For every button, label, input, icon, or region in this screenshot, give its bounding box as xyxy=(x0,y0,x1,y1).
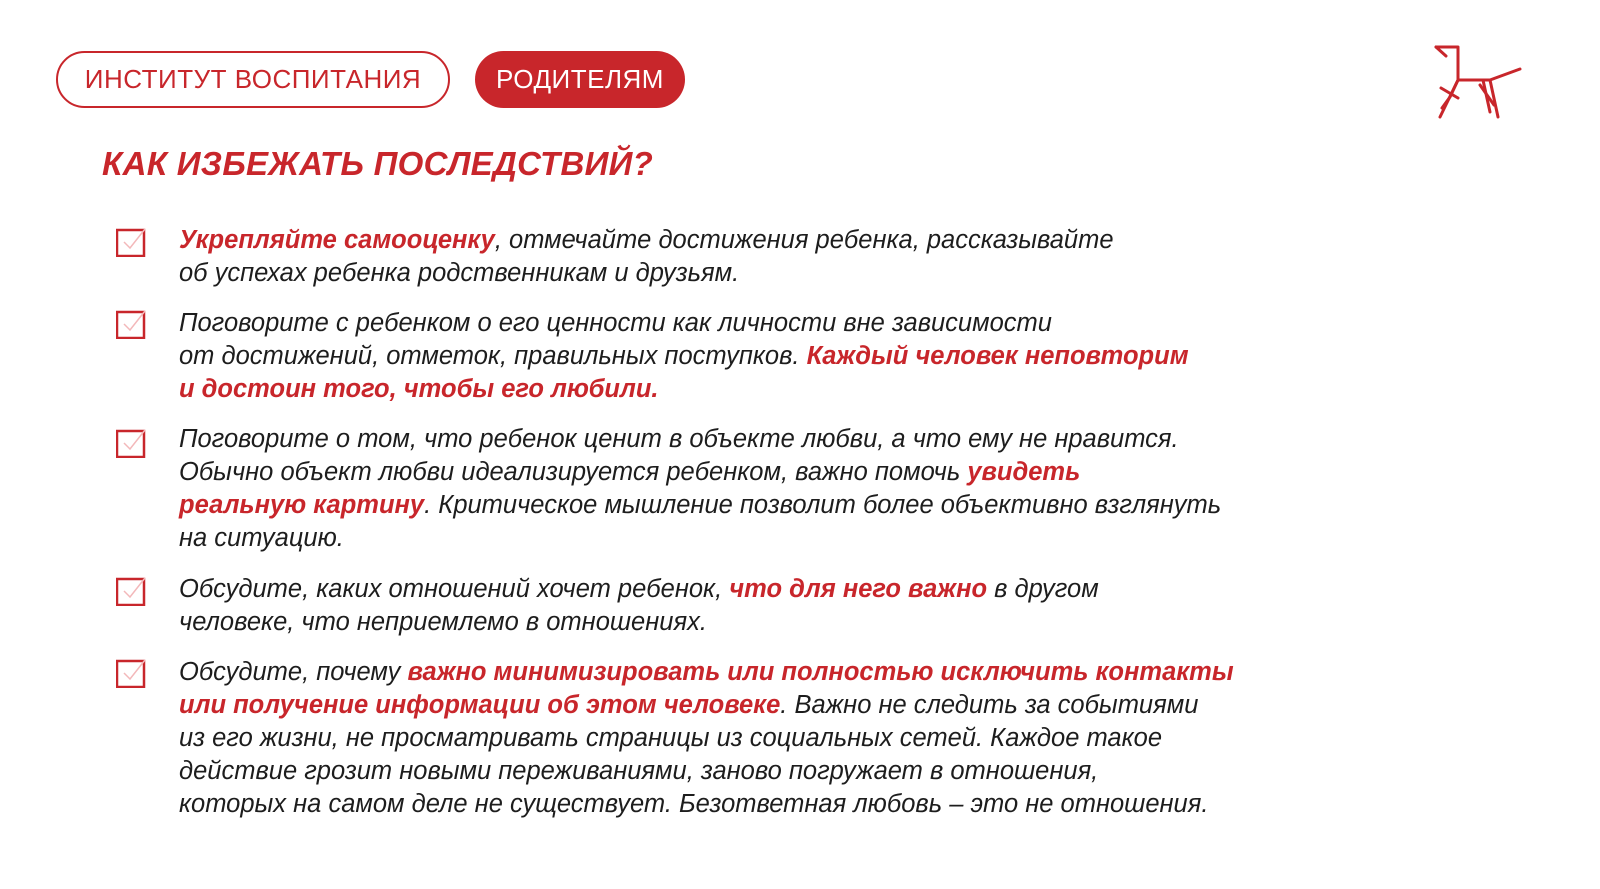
list-item-text xyxy=(179,656,1379,821)
text-span: Обсудите, почему xyxy=(179,658,408,686)
list-item-text xyxy=(179,224,1379,290)
text-span: человеке, что неприемлемо в отношениях. xyxy=(179,608,707,636)
checkbox-checked-icon xyxy=(116,309,146,339)
text-span: . Важно не следить за событиями xyxy=(780,691,1199,719)
highlight: важно минимизировать или полностью исключить контакты xyxy=(407,658,1234,686)
highlight: или получение информации об этом человеке xyxy=(179,691,781,719)
checkbox-checked-icon xyxy=(116,576,146,606)
list-item-text xyxy=(179,307,1379,406)
page-title: КАК ИЗБЕЖАТЬ ПОСЛЕДСТВИЙ? xyxy=(102,145,654,182)
list-item-text xyxy=(179,573,1379,639)
institute-badge-label: ИНСТИТУТ ВОСПИТАНИЯ xyxy=(84,64,422,94)
text-span: , отмечайте достижения ребенка, рассказывайте xyxy=(494,226,1114,254)
text-span: Обсудите, каких отношений хочет ребенок, xyxy=(179,575,730,603)
highlight: и достоин того, чтобы его любили. xyxy=(179,375,659,403)
text-span: от достижений, отметок, правильных поступков. xyxy=(179,342,807,370)
highlight: Укрепляйте самооценку xyxy=(179,226,495,254)
text-span: об успехах ребенка родственникам и друзьям. xyxy=(179,259,740,287)
checkbox-checked-icon xyxy=(116,428,146,458)
text-span: Поговорите о том, что ребенок ценит в объекте любви, а что ему не нравится. xyxy=(179,425,1179,453)
checkbox-checked-icon xyxy=(116,658,146,688)
highlight: Каждый человек неповторим xyxy=(806,342,1189,370)
text-span: действие грозит новыми переживаниями, заново погружает в отношения, xyxy=(179,757,1099,785)
parents-badge-label: РОДИТЕЛЯМ xyxy=(496,64,664,94)
checkbox-checked-icon xyxy=(116,227,146,257)
text-span: на ситуацию. xyxy=(179,524,344,552)
text-span: которых на самом деле не существует. Безответная любовь – это не отношения. xyxy=(179,790,1209,818)
text-span: . Критическое мышление позволит более объективно взглянуть xyxy=(424,491,1222,519)
list-item-text xyxy=(179,423,1379,555)
text-span: Обычно объект любви идеализируется ребенком, важно помочь xyxy=(179,458,968,486)
text-span: из его жизни, не просматривать страницы из социальных сетей. Каждое такое xyxy=(179,724,1163,752)
highlight: увидеть xyxy=(967,458,1081,486)
text-span: Поговорите с ребенком о его ценности как личности вне зависимости xyxy=(179,309,1052,337)
highlight: реальную картину xyxy=(179,491,425,519)
highlight: что для него важно xyxy=(729,575,988,603)
text-span: в другом xyxy=(987,575,1099,603)
